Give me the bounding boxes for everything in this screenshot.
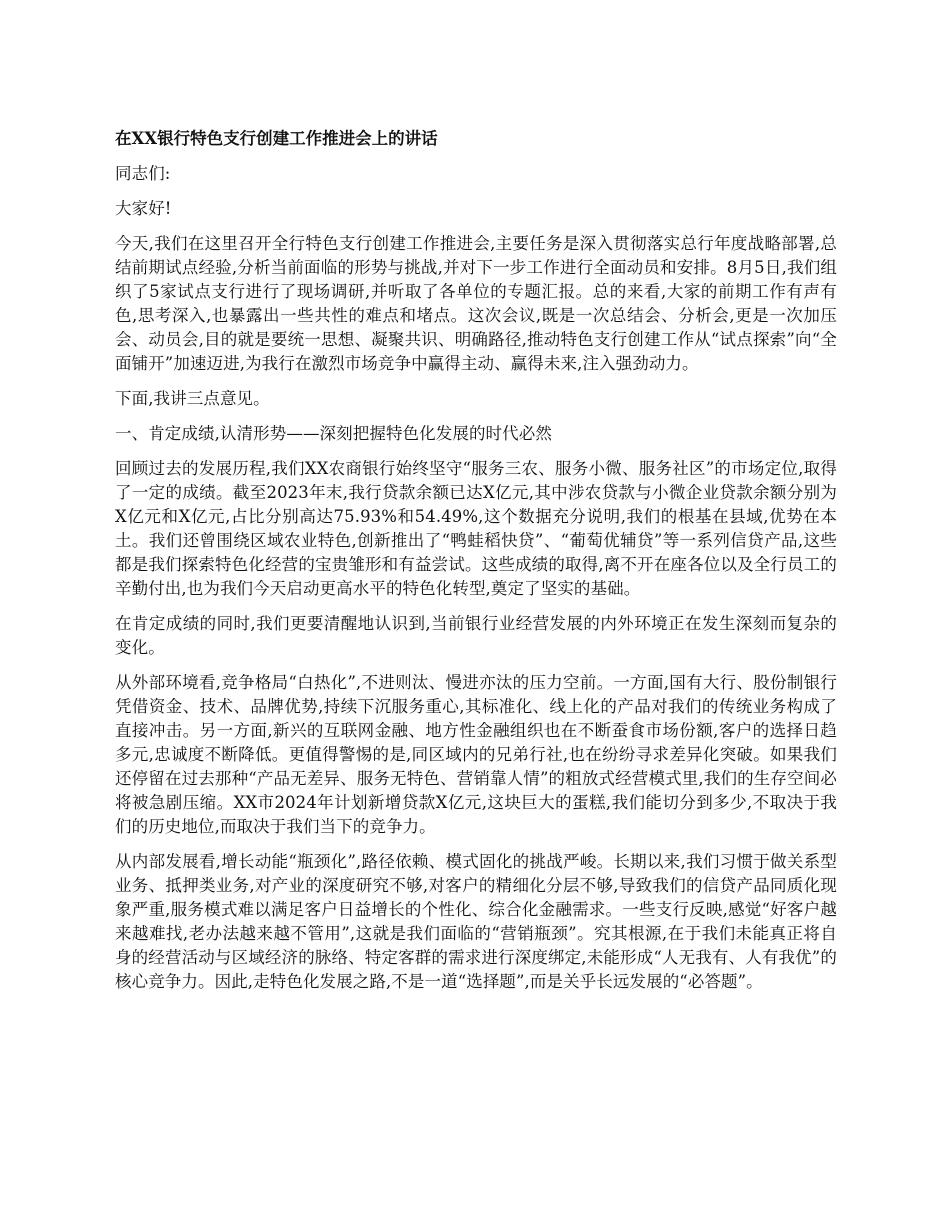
paragraph-outline: 下面,我讲三点意见。 xyxy=(115,389,270,408)
document-page xyxy=(115,125,837,1005)
salutation: 同志们: xyxy=(115,164,171,183)
paragraph-opening: 今天,我们在这里召开全行特色支行创建工作推进会,主要任务是深入贯彻落实总行年度战略部署,总结前期试点经验,分析当前面临的形势与挑战,并对下一步工作进行全面动员和安排。8月5日,我们组织了5家试点支行进行了现场调研,并听取了各单位的专题汇报。总的来看,大家的前期工作有声有色,思考深入,也暴露出一些共性的难点和堵点。这次会议,既是一次总结会、分析会,更是一次加压会、动员会,目的就是要统一思想、凝聚共识、明确路径,推动特色支行创建工作从“试点探索”向“全面铺开”加速迈进,为我行在激烈市场竞争中赢得主动、赢得未来,注入强劲动力。 xyxy=(115,234,837,373)
paragraph-achievements: 回顾过去的发展历程,我们XX农商银行始终坚守“服务三农、服务小微、服务社区”的市场定位,取得了一定的成绩。截至2023年末,我行贷款余额已达X亿元,其中涉农贷款与小微企业贷款余额分别为X亿元和X亿元,占比分别高达75.93%和54.49%,这个数据充分说明,我们的根基在县域,优势在本土。我们还曾围绕区域农业特色,创新推出了“鸭蛙稻快贷”、“葡萄优辅贷”等一系列信贷产品,这些都是我们探索特色化经营的宝贵雏形和有益尝试。这些成绩的取得,离不开在座各位以及全行员工的辛勤付出,也为我们今天启动更高水平的特色化转型,奠定了坚实的基础。 xyxy=(115,459,837,598)
section-heading-1: 一、肯定成绩,认清形势——深刻把握特色化发展的时代必然 xyxy=(115,424,552,443)
document-title: 在XX银行特色支行创建工作推进会上的讲话 xyxy=(115,129,438,148)
paragraph-internal: 从内部发展看,增长动能“瓶颈化”,路径依赖、模式固化的挑战严峻。长期以来,我们习惯于做关系型业务、抵押类业务,对产业的深度研究不够,对客户的精细化分层不够,导致我们的信贷产品同质化现象严重,服务模式难以满足客户日益增长的个性化、综合化金融需求。一些支行反映,感觉“好客户越来越难找,老办法越来越不管用”,这就是我们面临的“营销瓶颈”。究其根源,在于我们未能真正将自身的经营活动与区域经济的脉络、特定客群的需求进行深度绑定,未能形成“人无我有、人有我优”的核心竞争力。因此,走特色化发展之路,不是一道“选择题”,而是关乎长远发展的“必答题”。 xyxy=(115,852,837,991)
paragraph-environment: 在肯定成绩的同时,我们更要清醒地认识到,当前银行业经营发展的内外环境正在发生深刻而复杂的变化。 xyxy=(115,614,837,657)
paragraph-external: 从外部环境看,竞争格局“白热化”,不进则汰、慢进亦汰的压力空前。一方面,国有大行、股份制银行凭借资金、技术、品牌优势,持续下沉服务重心,其标准化、线上化的产品对我们的传统业务构成了直接冲击。另一方面,新兴的互联网金融、地方性金融组织也在不断蚕食市场份额,客户的选择日趋多元,忠诚度不断降低。更值得警惕的是,同区域内的兄弟行社,也在纷纷寻求差异化突破。如果我们还停留在过去那种“产品无差异、服务无特色、营销靠人情”的粗放式经营模式里,我们的生存空间必将被急剧压缩。XX市2024年计划新增贷款X亿元,这块巨大的蛋糕,我们能切分到多少,不取决于我们的历史地位,而取决于我们当下的竞争力。 xyxy=(115,673,837,836)
greeting: 大家好! xyxy=(115,199,172,218)
